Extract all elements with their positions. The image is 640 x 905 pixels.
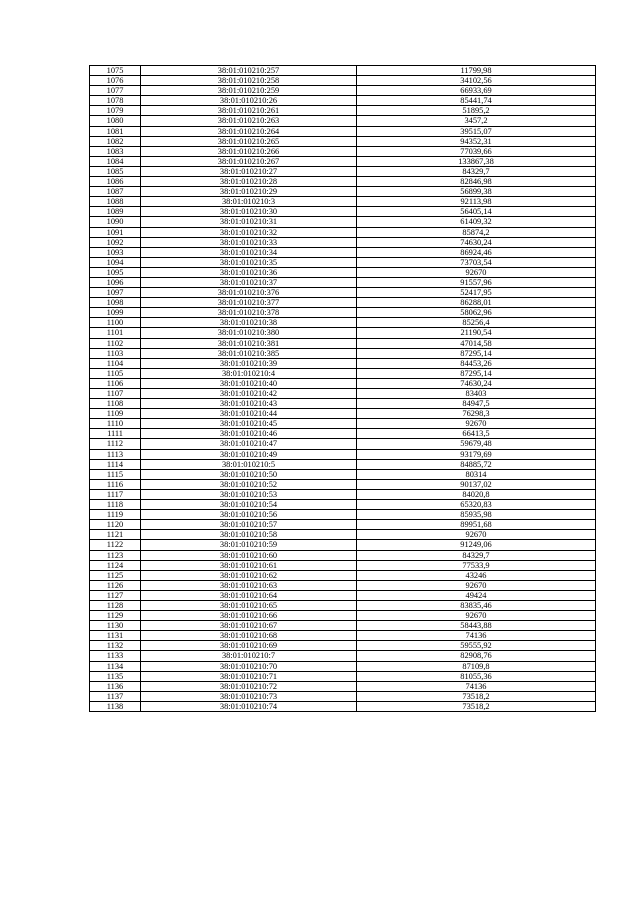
cadastral-number-cell: 38:01:010210:30 <box>141 207 357 217</box>
cadastral-number-cell: 38:01:010210:46 <box>141 429 357 439</box>
row-number-cell: 1124 <box>90 560 141 570</box>
cadastral-number-cell: 38:01:010210:264 <box>141 126 357 136</box>
cadastral-number-cell: 38:01:010210:263 <box>141 116 357 126</box>
cadastral-number-cell: 38:01:010210:32 <box>141 227 357 237</box>
table-row <box>90 681 596 691</box>
cadastral-number-cell: 38:01:010210:4 <box>141 368 357 378</box>
row-number-cell: 1092 <box>90 237 141 247</box>
cadastral-number-cell: 38:01:010210:43 <box>141 399 357 409</box>
cadastral-number-cell: 38:01:010210:35 <box>141 257 357 267</box>
row-number-cell: 1086 <box>90 177 141 187</box>
table-row <box>90 651 596 661</box>
row-number-cell: 1077 <box>90 86 141 96</box>
value-cell: 92113,98 <box>357 197 596 207</box>
value-cell: 58443,88 <box>357 621 596 631</box>
value-cell: 52417,95 <box>357 288 596 298</box>
table-row <box>90 419 596 429</box>
row-number-cell: 1123 <box>90 550 141 560</box>
cadastral-number-cell: 38:01:010210:5 <box>141 459 357 469</box>
row-number-cell: 1088 <box>90 197 141 207</box>
value-cell: 74136 <box>357 681 596 691</box>
table-row <box>90 691 596 701</box>
value-cell: 77533,9 <box>357 560 596 570</box>
value-cell: 91249,06 <box>357 540 596 550</box>
table-row <box>90 358 596 368</box>
row-number-cell: 1098 <box>90 298 141 308</box>
row-number-cell: 1136 <box>90 681 141 691</box>
row-number-cell: 1101 <box>90 328 141 338</box>
table-row <box>90 389 596 399</box>
table-row <box>90 580 596 590</box>
value-cell: 76298,3 <box>357 409 596 419</box>
value-cell: 84453,26 <box>357 358 596 368</box>
value-cell: 77039,66 <box>357 146 596 156</box>
row-number-cell: 1083 <box>90 146 141 156</box>
value-cell: 85256,4 <box>357 318 596 328</box>
cadastral-number-cell: 38:01:010210:29 <box>141 187 357 197</box>
table-row <box>90 641 596 651</box>
value-cell: 84329,7 <box>357 166 596 176</box>
value-cell: 59679,48 <box>357 439 596 449</box>
row-number-cell: 1138 <box>90 701 141 711</box>
row-number-cell: 1076 <box>90 76 141 86</box>
value-cell: 87109,8 <box>357 661 596 671</box>
value-cell: 92670 <box>357 419 596 429</box>
table-row <box>90 116 596 126</box>
row-number-cell: 1096 <box>90 277 141 287</box>
value-cell: 51895,2 <box>357 106 596 116</box>
row-number-cell: 1075 <box>90 66 141 76</box>
row-number-cell: 1132 <box>90 641 141 651</box>
cadastral-number-cell: 38:01:010210:33 <box>141 237 357 247</box>
row-number-cell: 1087 <box>90 187 141 197</box>
table-row <box>90 66 596 76</box>
table-row <box>90 560 596 570</box>
table-row <box>90 197 596 207</box>
table-row <box>90 308 596 318</box>
cadastral-number-cell: 38:01:010210:52 <box>141 479 357 489</box>
value-cell: 85441,74 <box>357 96 596 106</box>
table-row <box>90 106 596 116</box>
value-cell: 82908,76 <box>357 651 596 661</box>
cadastral-number-cell: 38:01:010210:65 <box>141 600 357 610</box>
value-cell: 83835,46 <box>357 600 596 610</box>
value-cell: 90137,02 <box>357 479 596 489</box>
row-number-cell: 1111 <box>90 429 141 439</box>
table-row <box>90 177 596 187</box>
row-number-cell: 1095 <box>90 267 141 277</box>
value-cell: 93179,69 <box>357 449 596 459</box>
cadastral-number-cell: 38:01:010210:71 <box>141 671 357 681</box>
cadastral-number-cell: 38:01:010210:266 <box>141 146 357 156</box>
cadastral-number-cell: 38:01:010210:31 <box>141 217 357 227</box>
row-number-cell: 1103 <box>90 348 141 358</box>
row-number-cell: 1091 <box>90 227 141 237</box>
row-number-cell: 1114 <box>90 459 141 469</box>
row-number-cell: 1079 <box>90 106 141 116</box>
cadastral-number-cell: 38:01:010210:376 <box>141 288 357 298</box>
table-row <box>90 227 596 237</box>
cadastral-number-cell: 38:01:010210:74 <box>141 701 357 711</box>
value-cell: 66413,5 <box>357 429 596 439</box>
row-number-cell: 1085 <box>90 166 141 176</box>
value-cell: 87295,14 <box>357 348 596 358</box>
cadastral-number-cell: 38:01:010210:258 <box>141 76 357 86</box>
row-number-cell: 1137 <box>90 691 141 701</box>
cadastral-number-cell: 38:01:010210:381 <box>141 338 357 348</box>
row-number-cell: 1102 <box>90 338 141 348</box>
table-row <box>90 671 596 681</box>
table-body <box>90 66 596 712</box>
cadastral-number-cell: 38:01:010210:42 <box>141 389 357 399</box>
row-number-cell: 1093 <box>90 247 141 257</box>
row-number-cell: 1106 <box>90 378 141 388</box>
cadastral-number-cell: 38:01:010210:62 <box>141 570 357 580</box>
cadastral-number-cell: 38:01:010210:63 <box>141 580 357 590</box>
row-number-cell: 1130 <box>90 621 141 631</box>
row-number-cell: 1097 <box>90 288 141 298</box>
cadastral-number-cell: 38:01:010210:50 <box>141 469 357 479</box>
table-row <box>90 277 596 287</box>
value-cell: 43246 <box>357 570 596 580</box>
row-number-cell: 1115 <box>90 469 141 479</box>
value-cell: 39515,07 <box>357 126 596 136</box>
row-number-cell: 1129 <box>90 611 141 621</box>
row-number-cell: 1084 <box>90 156 141 166</box>
cadastral-number-cell: 38:01:010210:59 <box>141 540 357 550</box>
row-number-cell: 1131 <box>90 631 141 641</box>
value-cell: 84947,5 <box>357 399 596 409</box>
value-cell: 86924,46 <box>357 247 596 257</box>
table-row <box>90 136 596 146</box>
row-number-cell: 1134 <box>90 661 141 671</box>
value-cell: 56899,38 <box>357 187 596 197</box>
cadastral-number-cell: 38:01:010210:378 <box>141 308 357 318</box>
row-number-cell: 1125 <box>90 570 141 580</box>
cadastral-number-cell: 38:01:010210:68 <box>141 631 357 641</box>
value-cell: 73518,2 <box>357 691 596 701</box>
table-row <box>90 166 596 176</box>
table-row <box>90 429 596 439</box>
row-number-cell: 1082 <box>90 136 141 146</box>
table-row <box>90 570 596 580</box>
row-number-cell: 1100 <box>90 318 141 328</box>
row-number-cell: 1122 <box>90 540 141 550</box>
row-number-cell: 1119 <box>90 510 141 520</box>
table-row <box>90 247 596 257</box>
row-number-cell: 1128 <box>90 600 141 610</box>
row-number-cell: 1110 <box>90 419 141 429</box>
table-row <box>90 257 596 267</box>
value-cell: 49424 <box>357 590 596 600</box>
cadastral-number-cell: 38:01:010210:56 <box>141 510 357 520</box>
value-cell: 133867,38 <box>357 156 596 166</box>
table-row <box>90 288 596 298</box>
table-row <box>90 318 596 328</box>
cadastral-number-cell: 38:01:010210:47 <box>141 439 357 449</box>
table-row <box>90 338 596 348</box>
value-cell: 84329,7 <box>357 550 596 560</box>
table-row <box>90 187 596 197</box>
value-cell: 11799,98 <box>357 66 596 76</box>
value-cell: 58062,96 <box>357 308 596 318</box>
table-row <box>90 500 596 510</box>
table-row <box>90 126 596 136</box>
cadastral-number-cell: 38:01:010210:377 <box>141 298 357 308</box>
row-number-cell: 1117 <box>90 489 141 499</box>
table-row <box>90 96 596 106</box>
table-row <box>90 267 596 277</box>
value-cell: 85874,2 <box>357 227 596 237</box>
cadastral-number-cell: 38:01:010210:54 <box>141 500 357 510</box>
value-cell: 92670 <box>357 530 596 540</box>
cadastral-number-cell: 38:01:010210:385 <box>141 348 357 358</box>
table-row <box>90 368 596 378</box>
table-row <box>90 328 596 338</box>
value-cell: 56405,14 <box>357 207 596 217</box>
cadastral-number-cell: 38:01:010210:45 <box>141 419 357 429</box>
cadastral-number-cell: 38:01:010210:34 <box>141 247 357 257</box>
row-number-cell: 1120 <box>90 520 141 530</box>
table-row <box>90 409 596 419</box>
table-row <box>90 701 596 711</box>
row-number-cell: 1113 <box>90 449 141 459</box>
cadastral-number-cell: 38:01:010210:257 <box>141 66 357 76</box>
cadastral-number-cell: 38:01:010210:67 <box>141 621 357 631</box>
table-row <box>90 217 596 227</box>
table-row <box>90 621 596 631</box>
value-cell: 82846,98 <box>357 177 596 187</box>
cadastral-number-cell: 38:01:010210:28 <box>141 177 357 187</box>
value-cell: 87295,14 <box>357 368 596 378</box>
row-number-cell: 1116 <box>90 479 141 489</box>
row-number-cell: 1104 <box>90 358 141 368</box>
table-row <box>90 298 596 308</box>
table-row <box>90 600 596 610</box>
row-number-cell: 1112 <box>90 439 141 449</box>
row-number-cell: 1135 <box>90 671 141 681</box>
row-number-cell: 1081 <box>90 126 141 136</box>
cadastral-number-cell: 38:01:010210:37 <box>141 277 357 287</box>
cadastral-number-cell: 38:01:010210:26 <box>141 96 357 106</box>
row-number-cell: 1094 <box>90 257 141 267</box>
cadastral-number-cell: 38:01:010210:53 <box>141 489 357 499</box>
value-cell: 92670 <box>357 267 596 277</box>
value-cell: 92670 <box>357 580 596 590</box>
cadastral-number-cell: 38:01:010210:36 <box>141 267 357 277</box>
row-number-cell: 1078 <box>90 96 141 106</box>
value-cell: 83403 <box>357 389 596 399</box>
cadastral-number-cell: 38:01:010210:49 <box>141 449 357 459</box>
table-row <box>90 510 596 520</box>
value-cell: 34102,56 <box>357 76 596 86</box>
table-row <box>90 76 596 86</box>
table-row <box>90 489 596 499</box>
value-cell: 74630,24 <box>357 378 596 388</box>
cadastral-number-cell: 38:01:010210:7 <box>141 651 357 661</box>
cadastral-number-cell: 38:01:010210:72 <box>141 681 357 691</box>
row-number-cell: 1118 <box>90 500 141 510</box>
data-table <box>89 65 596 712</box>
row-number-cell: 1108 <box>90 399 141 409</box>
row-number-cell: 1099 <box>90 308 141 318</box>
table-row <box>90 449 596 459</box>
value-cell: 86288,01 <box>357 298 596 308</box>
table-row <box>90 469 596 479</box>
cadastral-number-cell: 38:01:010210:267 <box>141 156 357 166</box>
cadastral-number-cell: 38:01:010210:380 <box>141 328 357 338</box>
cadastral-number-cell: 38:01:010210:58 <box>141 530 357 540</box>
value-cell: 47014,58 <box>357 338 596 348</box>
table-row <box>90 661 596 671</box>
table-row <box>90 439 596 449</box>
table-row <box>90 207 596 217</box>
value-cell: 84020,8 <box>357 489 596 499</box>
cadastral-number-cell: 38:01:010210:40 <box>141 378 357 388</box>
row-number-cell: 1080 <box>90 116 141 126</box>
row-number-cell: 1127 <box>90 590 141 600</box>
cadastral-number-cell: 38:01:010210:61 <box>141 560 357 570</box>
value-cell: 85935,98 <box>357 510 596 520</box>
cadastral-number-cell: 38:01:010210:3 <box>141 197 357 207</box>
row-number-cell: 1089 <box>90 207 141 217</box>
table-row <box>90 348 596 358</box>
value-cell: 3457,2 <box>357 116 596 126</box>
cadastral-number-cell: 38:01:010210:261 <box>141 106 357 116</box>
table-row <box>90 399 596 409</box>
value-cell: 65320,83 <box>357 500 596 510</box>
table-row <box>90 520 596 530</box>
value-cell: 21190,54 <box>357 328 596 338</box>
cadastral-number-cell: 38:01:010210:27 <box>141 166 357 176</box>
row-number-cell: 1126 <box>90 580 141 590</box>
value-cell: 66933,69 <box>357 86 596 96</box>
value-cell: 73518,2 <box>357 701 596 711</box>
cadastral-number-cell: 38:01:010210:60 <box>141 550 357 560</box>
row-number-cell: 1133 <box>90 651 141 661</box>
value-cell: 61409,32 <box>357 217 596 227</box>
value-cell: 94352,31 <box>357 136 596 146</box>
value-cell: 84885,72 <box>357 459 596 469</box>
value-cell: 92670 <box>357 611 596 621</box>
table-row <box>90 590 596 600</box>
cadastral-number-cell: 38:01:010210:259 <box>141 86 357 96</box>
value-cell: 89951,68 <box>357 520 596 530</box>
value-cell: 74136 <box>357 631 596 641</box>
value-cell: 59555,92 <box>357 641 596 651</box>
table-row <box>90 550 596 560</box>
cadastral-number-cell: 38:01:010210:265 <box>141 136 357 146</box>
value-cell: 81055,36 <box>357 671 596 681</box>
cadastral-number-cell: 38:01:010210:39 <box>141 358 357 368</box>
value-cell: 74630,24 <box>357 237 596 247</box>
value-cell: 73703,54 <box>357 257 596 267</box>
row-number-cell: 1121 <box>90 530 141 540</box>
value-cell: 80314 <box>357 469 596 479</box>
table-row <box>90 156 596 166</box>
cadastral-number-cell: 38:01:010210:57 <box>141 520 357 530</box>
row-number-cell: 1090 <box>90 217 141 227</box>
table-row <box>90 540 596 550</box>
table-row <box>90 86 596 96</box>
table-row <box>90 146 596 156</box>
table-row <box>90 631 596 641</box>
cadastral-number-cell: 38:01:010210:70 <box>141 661 357 671</box>
row-number-cell: 1109 <box>90 409 141 419</box>
cadastral-number-cell: 38:01:010210:73 <box>141 691 357 701</box>
cadastral-number-cell: 38:01:010210:69 <box>141 641 357 651</box>
cadastral-number-cell: 38:01:010210:44 <box>141 409 357 419</box>
row-number-cell: 1107 <box>90 389 141 399</box>
table-row <box>90 459 596 469</box>
table-row <box>90 378 596 388</box>
table-row <box>90 237 596 247</box>
cadastral-number-cell: 38:01:010210:64 <box>141 590 357 600</box>
cadastral-number-cell: 38:01:010210:38 <box>141 318 357 328</box>
row-number-cell: 1105 <box>90 368 141 378</box>
table-row <box>90 611 596 621</box>
table-row <box>90 530 596 540</box>
value-cell: 91557,96 <box>357 277 596 287</box>
table-row <box>90 479 596 489</box>
cadastral-number-cell: 38:01:010210:66 <box>141 611 357 621</box>
